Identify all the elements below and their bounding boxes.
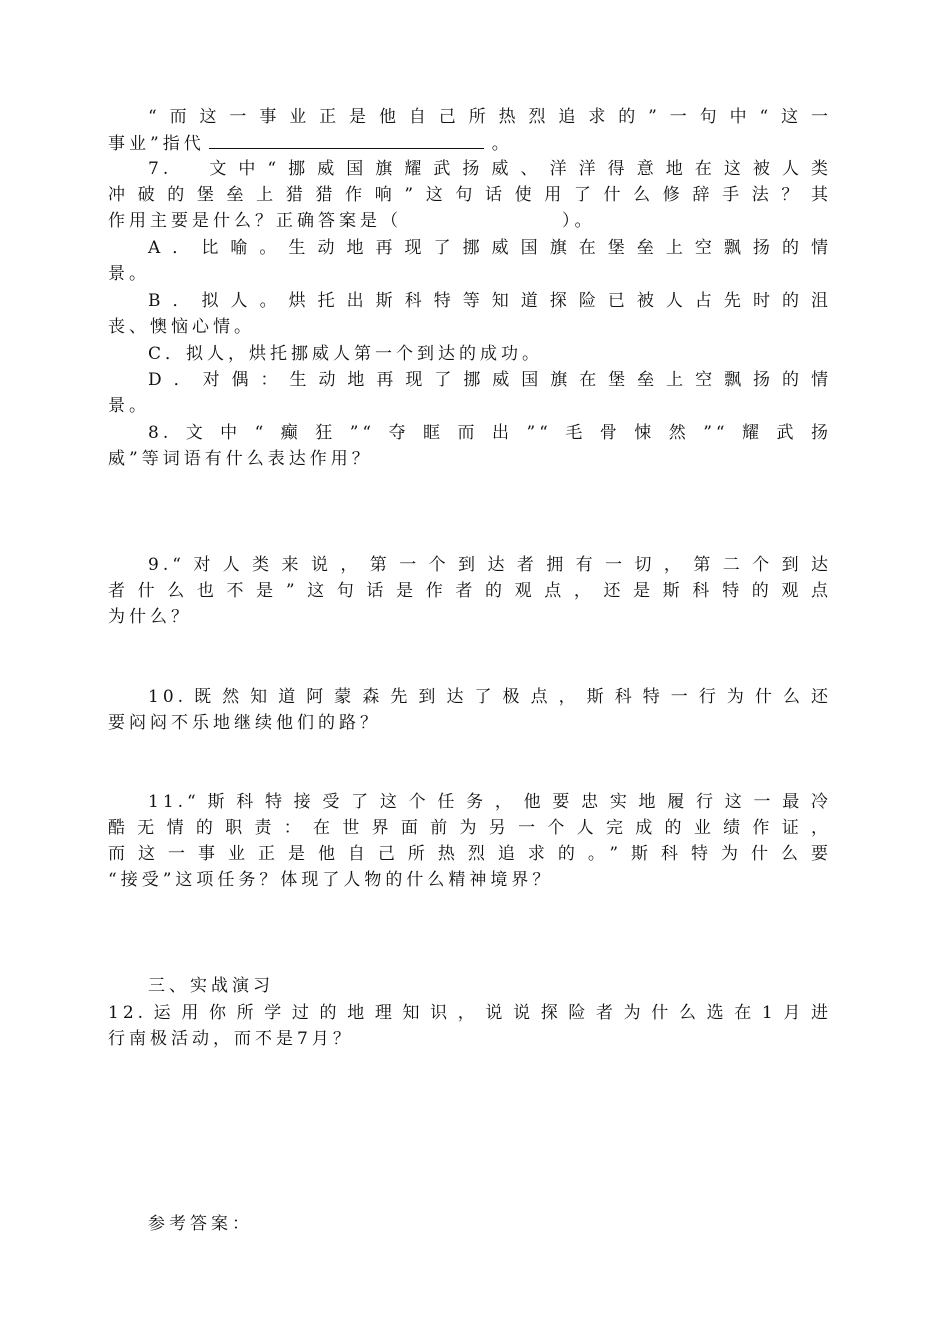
q7-line-2: 冲破的堡垒上猎猎作响”这句话使用了什么修辞手法？其 bbox=[108, 185, 832, 205]
q7-line-3 bbox=[108, 210, 832, 232]
q7-option-b-line-2: 丧、懊恼心情。 bbox=[108, 317, 255, 337]
q7-option-c: C．拟人，烘托挪威人第一个到达的成功。 bbox=[148, 344, 544, 364]
q12-line-2: 行南极活动，而不是7月？ bbox=[108, 1029, 354, 1049]
q8-line-2: 威”等词语有什么表达作用？ bbox=[108, 449, 373, 469]
q11-line-2: 酷无情的职责：在世界面前为另一个人完成的业绩作证， bbox=[108, 818, 832, 838]
q7-suffix: ）。 bbox=[562, 211, 596, 231]
q12-line-1: 12.运用你所学过的地理知识，说说探险者为什么选在1月进 bbox=[108, 1003, 832, 1023]
q6-line-1: “而这一事业正是他自己所热烈追求的”一句中“这一 bbox=[148, 107, 832, 127]
q7-option-d-line-1: D．对偶：生动地再现了挪威国旗在堡垒上空飘扬的情 bbox=[148, 370, 832, 390]
q10-line-2: 要闷闷不乐地继续他们的路？ bbox=[108, 713, 381, 733]
q7-option-a-line-1: A．比喻。生动地再现了挪威国旗在堡垒上空飘扬的情 bbox=[148, 238, 832, 258]
q9-line-1: 9.“对人类来说，第一个到达者拥有一切，第二个到达 bbox=[148, 555, 832, 575]
q7-line-1: 7. 文中“挪威国旗耀武扬威、洋洋得意地在这被人类 bbox=[148, 159, 832, 179]
q6-line-2 bbox=[108, 132, 832, 155]
answers-heading: 参考答案： bbox=[148, 1214, 253, 1234]
answer-blank-line bbox=[209, 132, 484, 149]
q6-suffix: 。 bbox=[491, 134, 513, 154]
q7-option-d-line-2: 景。 bbox=[108, 396, 150, 416]
q8-line-1: 8.文中“癫狂”“夺眶而出”“毛骨悚然”“耀武扬 bbox=[148, 423, 832, 443]
q7-option-b-line-1: B．拟人。烘托出斯科特等知道探险已被人占先时的沮 bbox=[148, 291, 832, 311]
section-3-heading: 三、实战演习 bbox=[148, 976, 274, 996]
q7-prefix: 作用主要是什么？正确答案是（ bbox=[108, 211, 402, 231]
q7-option-a-line-2: 景。 bbox=[108, 264, 150, 284]
q6-prefix: 事业”指代 bbox=[108, 134, 205, 154]
q9-line-2: 者什么也不是”这句话是作者的观点，还是斯科特的观点 bbox=[108, 581, 832, 601]
q9-line-3: 为什么？ bbox=[108, 607, 192, 627]
q10-line-1: 10.既然知道阿蒙森先到达了极点，斯科特一行为什么还 bbox=[148, 687, 832, 707]
q11-line-1: 11.“斯科特接受了这个任务，他要忠实地履行这一最冷 bbox=[148, 792, 832, 812]
q11-line-4: “接受”这项任务？体现了人物的什么精神境界？ bbox=[108, 870, 554, 890]
q11-line-3: 而这一事业正是他自己所热烈追求的。”斯科特为什么要 bbox=[108, 844, 832, 864]
